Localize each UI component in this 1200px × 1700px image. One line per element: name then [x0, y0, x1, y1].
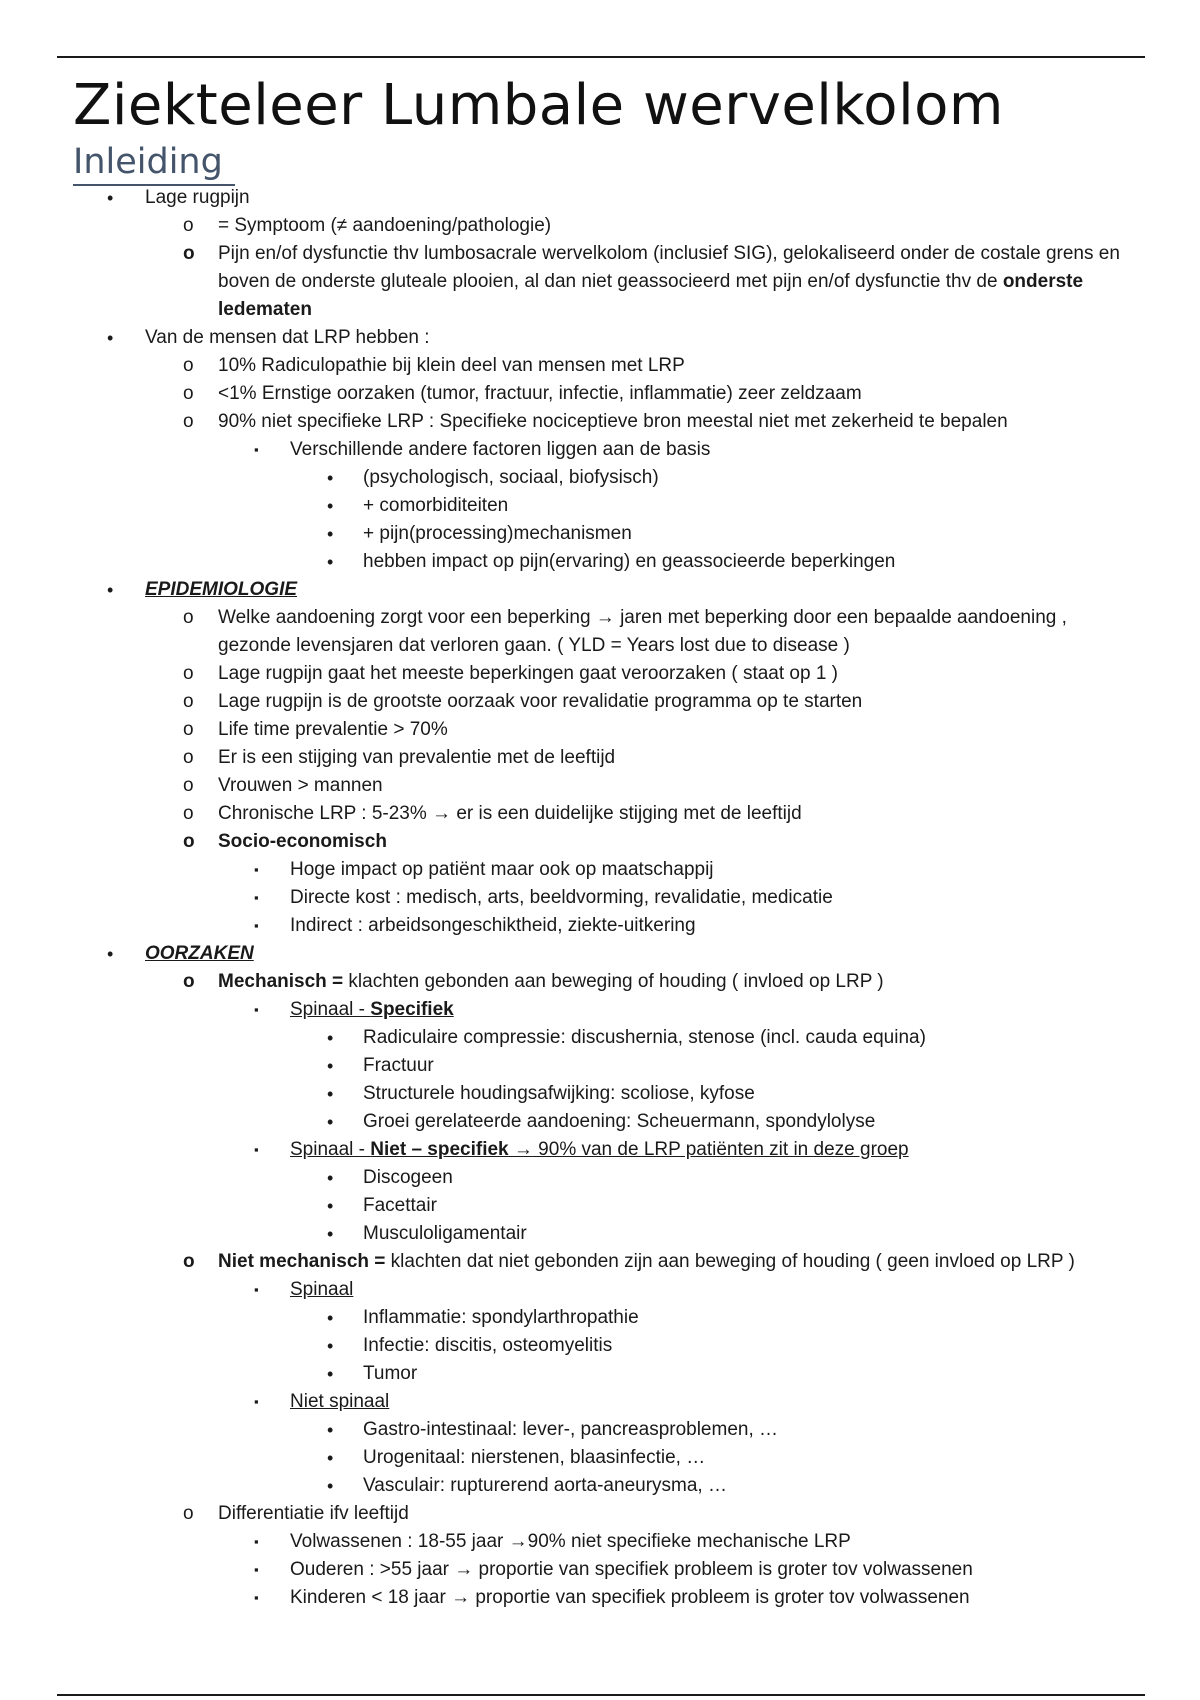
list-item: • Lage rugpijn [0, 184, 1200, 212]
bullet-icon: • [327, 1028, 334, 1048]
bullet-icon: • [327, 1448, 334, 1468]
circle-bullet-icon: o [183, 831, 195, 852]
circle-bullet-icon: o [183, 215, 194, 236]
bullet-icon: • [327, 1224, 334, 1244]
list-item: • Tumor [0, 1360, 1200, 1388]
list-item: ▪ Verschillende andere factoren liggen aan de basis [0, 436, 1200, 464]
bullet-icon: • [327, 496, 334, 516]
circle-bullet-icon: o [183, 607, 194, 628]
bullet-icon: • [107, 580, 114, 600]
list-item: • Vasculair: rupturerend aorta-aneurysma, … [0, 1472, 1200, 1500]
list-item: ▪ Spinaal - Niet – specifiek → 90% van de LRP patiënten zit in deze groep [0, 1136, 1200, 1164]
page-title: Ziekteleer Lumbale wervelkolom [73, 73, 1004, 138]
list-item: • hebben impact op pijn(ervaring) en geassocieerde beperkingen [0, 548, 1200, 576]
bullet-icon: • [327, 1168, 334, 1188]
list-item: ▪ Spinaal - Specifiek [0, 996, 1200, 1024]
bullet-icon: • [107, 188, 114, 208]
list-item: o Chronische LRP : 5-23% → er is een duidelijke stijging met de leeftijd [0, 800, 1200, 828]
square-bullet-icon: ▪ [254, 442, 259, 457]
list-item: ▪ Indirect : arbeidsongeschiktheid, ziekte-uitkering [0, 912, 1200, 940]
circle-bullet-icon: o [183, 747, 194, 768]
bullet-icon: • [327, 552, 334, 572]
square-bullet-icon: ▪ [254, 1590, 259, 1605]
top-rule [57, 56, 1145, 58]
square-bullet-icon: ▪ [254, 1142, 259, 1157]
list-item: o Life time prevalentie > 70% [0, 716, 1200, 744]
square-bullet-icon: ▪ [254, 1002, 259, 1017]
list-item: o Mechanisch = klachten gebonden aan beweging of houding ( invloed op LRP ) [0, 968, 1200, 996]
list-item: o Differentiatie ifv leeftijd [0, 1500, 1200, 1528]
circle-bullet-icon: o [183, 355, 194, 376]
bullet-icon: • [327, 1336, 334, 1356]
circle-bullet-icon: o [183, 971, 195, 992]
list-item: • Infectie: discitis, osteomyelitis [0, 1332, 1200, 1360]
list-item: ▪ Volwassenen : 18-55 jaar →90% niet specifieke mechanische LRP [0, 1528, 1200, 1556]
square-bullet-icon: ▪ [254, 890, 259, 905]
list-item: ▪ Kinderen < 18 jaar → proportie van specifiek probleem is groter tov volwassenen [0, 1584, 1200, 1612]
square-bullet-icon: ▪ [254, 1394, 259, 1409]
list-item: • Discogeen [0, 1164, 1200, 1192]
list-item: • Van de mensen dat LRP hebben : [0, 324, 1200, 352]
bullet-icon: • [327, 1112, 334, 1132]
list-item: o Pijn en/of dysfunctie thv lumbosacrale wervelkolom (inclusief SIG), gelokaliseerd onder de costale grens en boven de onderste gluteale plooien, al dan niet geassocieerd met pijn en/of dysfunctie thv de onderste ledematen [0, 240, 1133, 324]
bullet-icon: • [327, 1364, 334, 1384]
section-heading-inleiding: Inleiding [73, 140, 235, 186]
list-item: • Musculoligamentair [0, 1220, 1200, 1248]
circle-bullet-icon: o [183, 383, 194, 404]
list-item: o Socio-economisch [0, 828, 1200, 856]
square-bullet-icon: ▪ [254, 1562, 259, 1577]
square-bullet-icon: ▪ [254, 1534, 259, 1549]
list-item: o Vrouwen > mannen [0, 772, 1200, 800]
list-item: o Niet mechanisch = klachten dat niet gebonden zijn aan beweging of houding ( geen invloed op LRP ) [0, 1248, 1200, 1276]
list-item: o Welke aandoening zorgt voor een beperking → jaren met beperking door een bepaalde aandoening , gezonde levensjaren dat verloren gaan. ( YLD = Years lost due to disease ) [0, 604, 1133, 660]
list-item [0, 940, 1200, 968]
circle-bullet-icon: o [183, 663, 194, 684]
circle-bullet-icon: o [183, 243, 195, 264]
section-header-oorzaken: OORZAKEN [145, 943, 254, 964]
square-bullet-icon: ▪ [254, 862, 259, 877]
list-item: • (psychologisch, sociaal, biofysisch) [0, 464, 1200, 492]
circle-bullet-icon: o [183, 1251, 195, 1272]
square-bullet-icon: ▪ [254, 1282, 259, 1297]
list-item: • + pijn(processing)mechanismen [0, 520, 1200, 548]
bullet-icon: • [327, 1084, 334, 1104]
bullet-icon: • [327, 1196, 334, 1216]
list-item: ▪ Hoge impact op patiënt maar ook op maatschappij [0, 856, 1200, 884]
bullet-icon: • [327, 1476, 334, 1496]
list-item: o <1% Ernstige oorzaken (tumor, fractuur, infectie, inflammatie) zeer zeldzaam [0, 380, 1200, 408]
list-item: • Gastro-intestinaal: lever-, pancreasproblemen, … [0, 1416, 1200, 1444]
bullet-icon: • [107, 944, 114, 964]
circle-bullet-icon: o [183, 411, 194, 432]
list-item: o Lage rugpijn is de grootste oorzaak voor revalidatie programma op te starten [0, 688, 1200, 716]
bullet-icon: • [327, 468, 334, 488]
circle-bullet-icon: o [183, 1503, 194, 1524]
list-item: • Facettair [0, 1192, 1200, 1220]
list-item: • Radiculaire compressie: discushernia, stenose (incl. cauda equina) [0, 1024, 1200, 1052]
circle-bullet-icon: o [183, 691, 194, 712]
list-item: ▪ Directe kost : medisch, arts, beeldvorming, revalidatie, medicatie [0, 884, 1200, 912]
circle-bullet-icon: o [183, 719, 194, 740]
document-body [0, 184, 1200, 1612]
circle-bullet-icon: o [183, 803, 194, 824]
list-item: • Inflammatie: spondylarthropathie [0, 1304, 1200, 1332]
list-item: o 10% Radiculopathie bij klein deel van mensen met LRP [0, 352, 1200, 380]
list-item: o Er is een stijging van prevalentie met de leeftijd [0, 744, 1200, 772]
list-item: o 90% niet specifieke LRP : Specifieke nociceptieve bron meestal niet met zekerheid te bepalen [0, 408, 1200, 436]
list-item: ▪ Niet spinaal [0, 1388, 1200, 1416]
list-item: • Groei gerelateerde aandoening: Scheuermann, spondylolyse [0, 1108, 1200, 1136]
list-item: • Fractuur [0, 1052, 1200, 1080]
list-item: • Structurele houdingsafwijking: scoliose, kyfose [0, 1080, 1200, 1108]
circle-bullet-icon: o [183, 775, 194, 796]
bullet-icon: • [327, 524, 334, 544]
list-item: • Urogenitaal: nierstenen, blaasinfectie, … [0, 1444, 1200, 1472]
list-item: • + comorbiditeiten [0, 492, 1200, 520]
list-item [0, 576, 1200, 604]
bullet-icon: • [327, 1308, 334, 1328]
bullet-icon: • [107, 328, 114, 348]
list-item: ▪ Ouderen : >55 jaar → proportie van specifiek probleem is groter tov volwassenen [0, 1556, 1200, 1584]
square-bullet-icon: ▪ [254, 918, 259, 933]
bullet-icon: • [327, 1056, 334, 1076]
list-item: o Lage rugpijn gaat het meeste beperkingen gaat veroorzaken ( staat op 1 ) [0, 660, 1200, 688]
list-item: ▪ Spinaal [0, 1276, 1200, 1304]
bottom-rule [57, 1694, 1145, 1696]
section-header-epidemiologie: EPIDEMIOLOGIE [145, 579, 298, 600]
list-item: o = Symptoom (≠ aandoening/pathologie) [0, 212, 1200, 240]
bullet-icon: • [327, 1420, 334, 1440]
